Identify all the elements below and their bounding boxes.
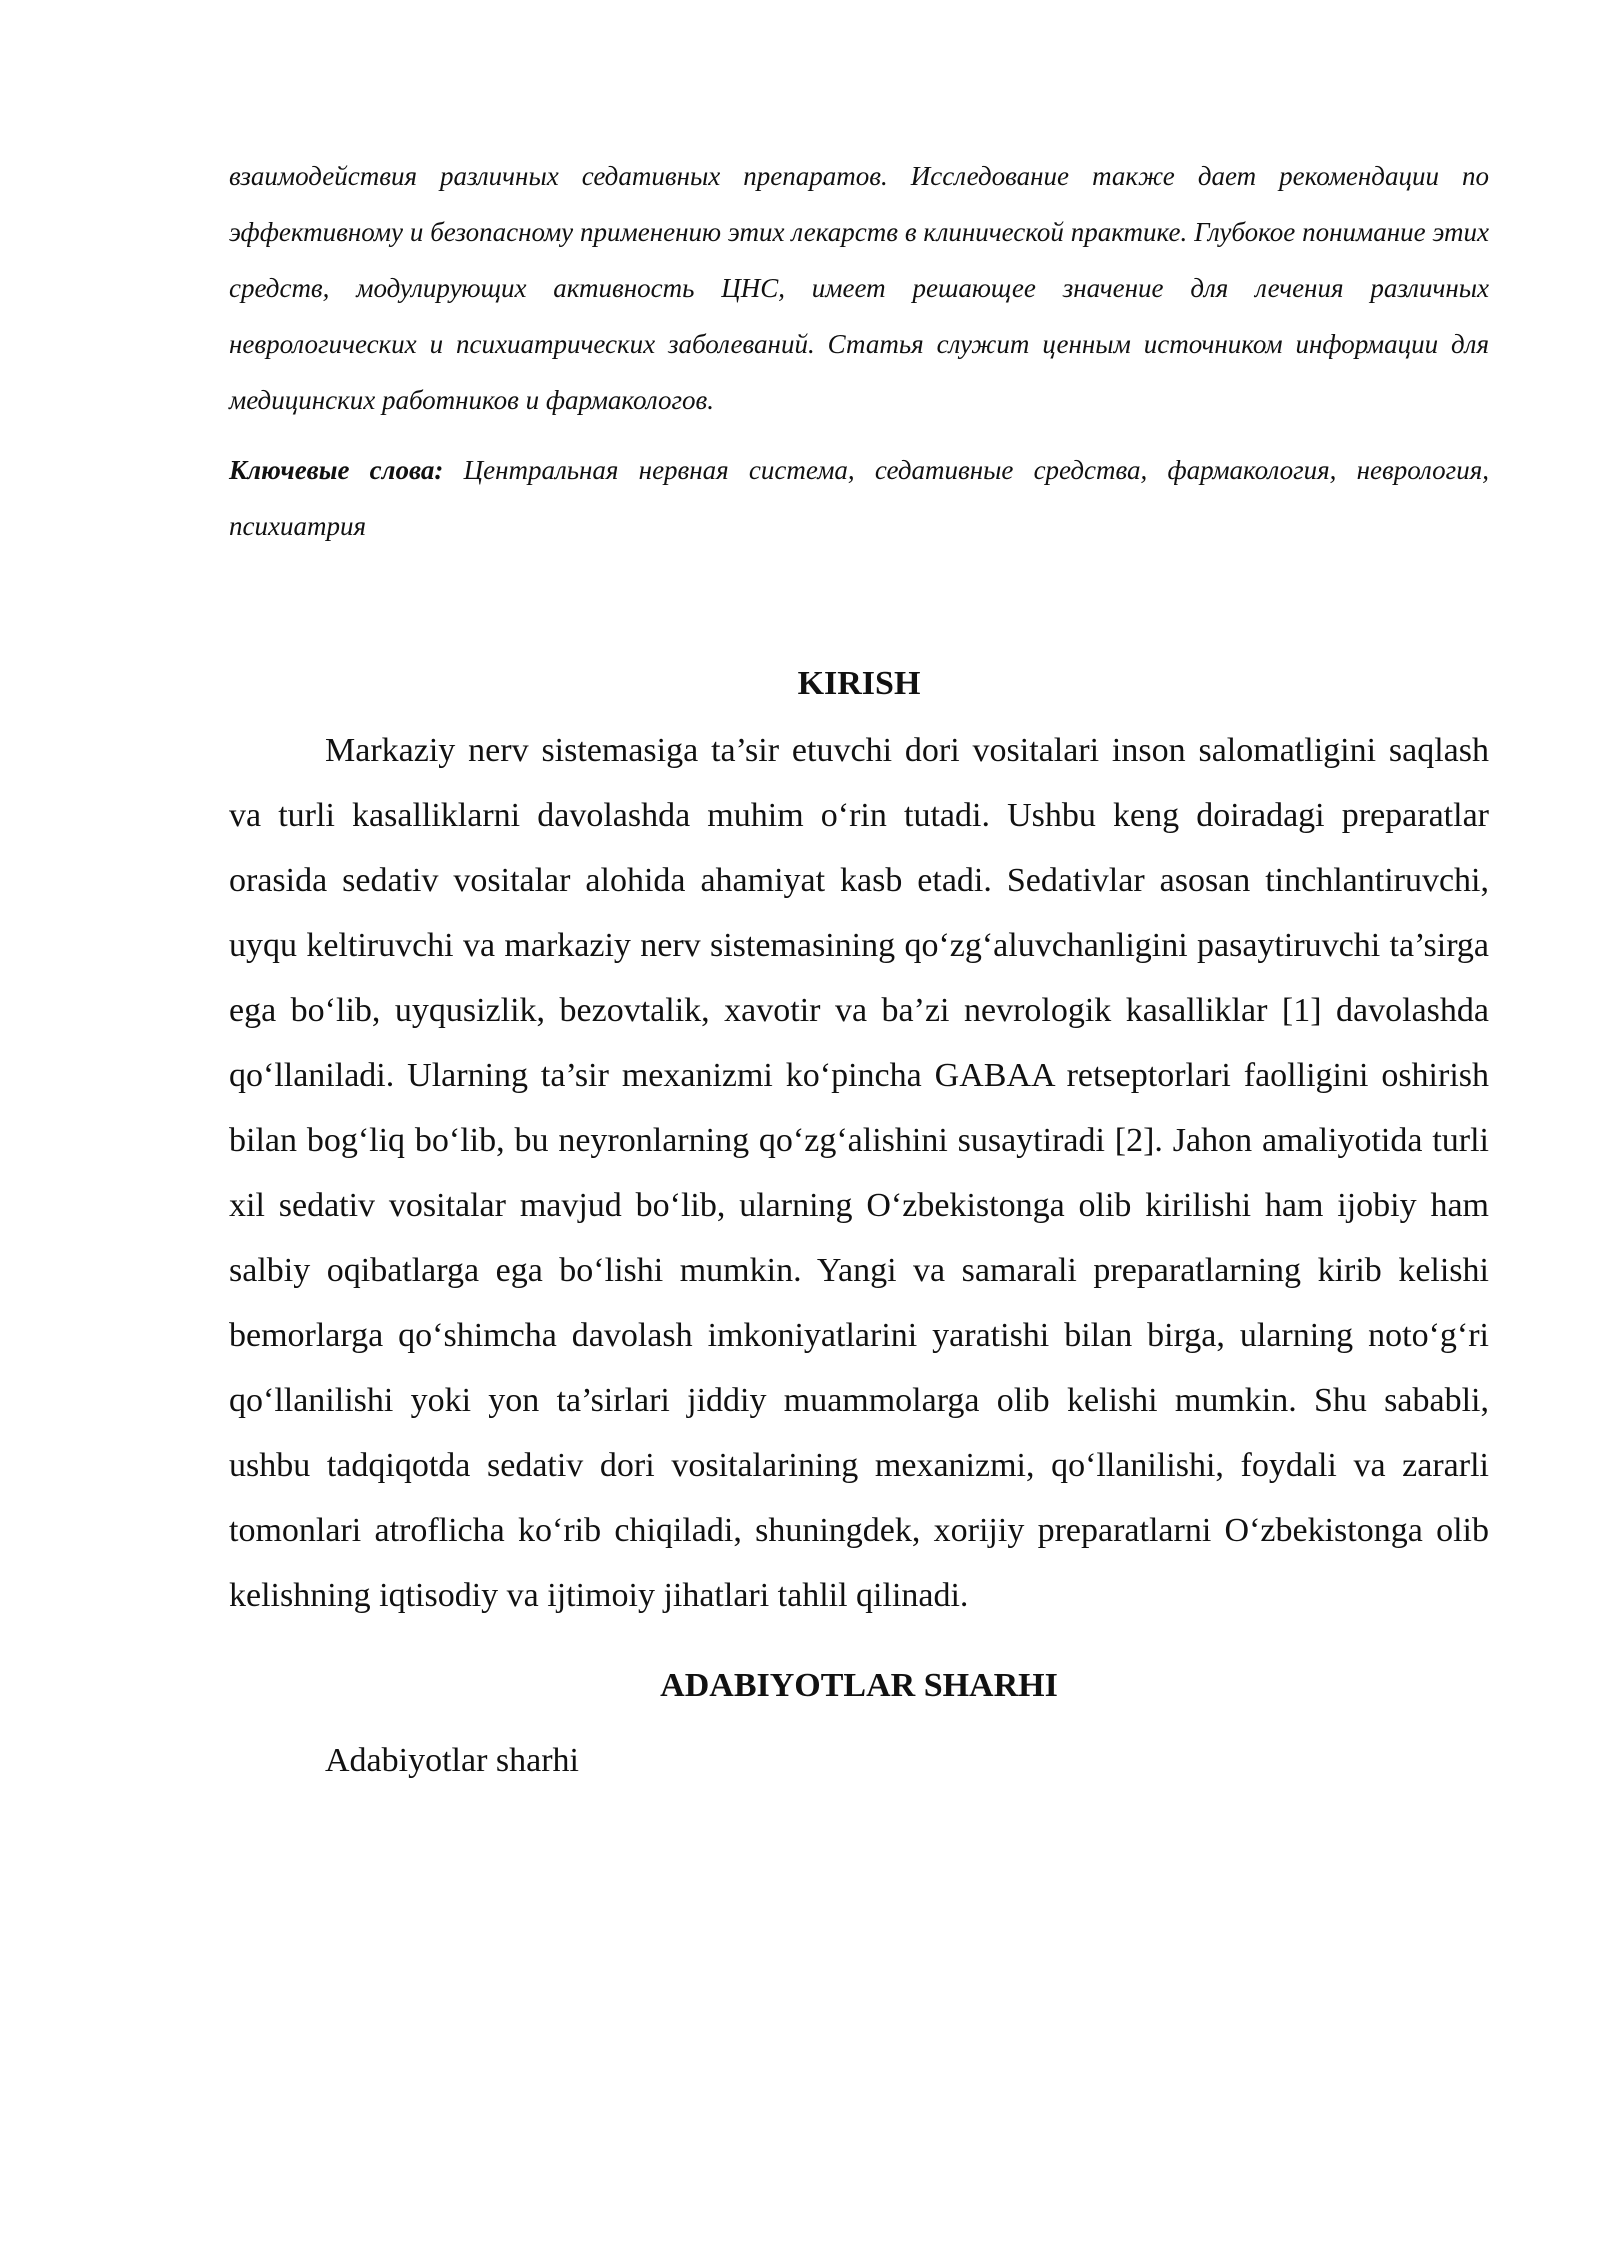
section-heading-kirish: KIRISH	[797, 665, 921, 702]
keywords-paragraph	[229, 442, 1489, 554]
keywords-list: Центральная нервная система, седативные средства, фармакология, неврология, психиатрия	[229, 455, 1489, 541]
kirish-paragraph: Markaziy nerv sistemasiga ta’sir etuvchi dori vositalari inson salomatligini saqlash va turli kasalliklarni davolashda muhim o‘rin tutadi. Ushbu keng doiradagi preparatlar orasida sedativ vositalar alohida ahamiyat kasb etadi. Sedativlar asosan tinchlantiruvchi, uyqu keltiruvchi va markaziy nerv sistemasining qo‘zg‘aluvchanligini pasaytiruvchi ta’sirga ega bo‘lib, uyqusizlik, bezovtalik, xavotir va ba’zi nevrologik kasalliklar [1] davolashda qo‘llaniladi. Ularning ta’sir mexanizmi ko‘pincha GABAA retseptorlari faolligini oshirish bilan bog‘liq bo‘lib, bu neyronlarning qo‘zg‘alishini susaytiradi [2]. Jahon amaliyotida turli xil sedativ vositalar mavjud bo‘lib, ularning O‘zbekistonga olib kirilishi ham ijobiy ham salbiy oqibatlarga ega bo‘lishi mumkin. Yangi va samarali preparatlarning kirib kelishi bemorlarga qo‘shimcha davolash imkoniyatlarini yaratishi bilan birga, ularning noto‘g‘ri qo‘llanilishi yoki yon ta’sirlari jiddiy muammolarga olib kelishi mumkin. Shu sababli, ushbu tadqiqotda sedativ dori vositalarining mexanizmi, qo‘llanilishi, foydali va zararli tomonlari atroflicha ko‘rib chiqiladi, shuningdek, xorijiy preparatlarni O‘zbekistonga olib kelishning iqtisodiy va ijtimoiy jihatlari tahlil qilinadi.	[229, 732, 1489, 1614]
document-page	[229, 148, 1489, 1793]
abstract-paragraph: взаимодействия различных седативных препаратов. Исследование также дает рекомендации по эффективному и безопасному применению этих лекарств в клинической практике. Глубокое понимание этих средств, модулирующих активность ЦНС, имеет решающее значение для лечения различных неврологических и психиатрических заболеваний. Статья служит ценным источником информации для медицинских работников и фармакологов.	[229, 161, 1489, 415]
section-heading-adabiyotlar: ADABIYOTLAR SHARHI	[660, 1667, 1058, 1704]
adabiyotlar-paragraph: Adabiyotlar sharhi	[325, 1742, 579, 1779]
keywords-label: Ключевые слова:	[229, 455, 444, 485]
